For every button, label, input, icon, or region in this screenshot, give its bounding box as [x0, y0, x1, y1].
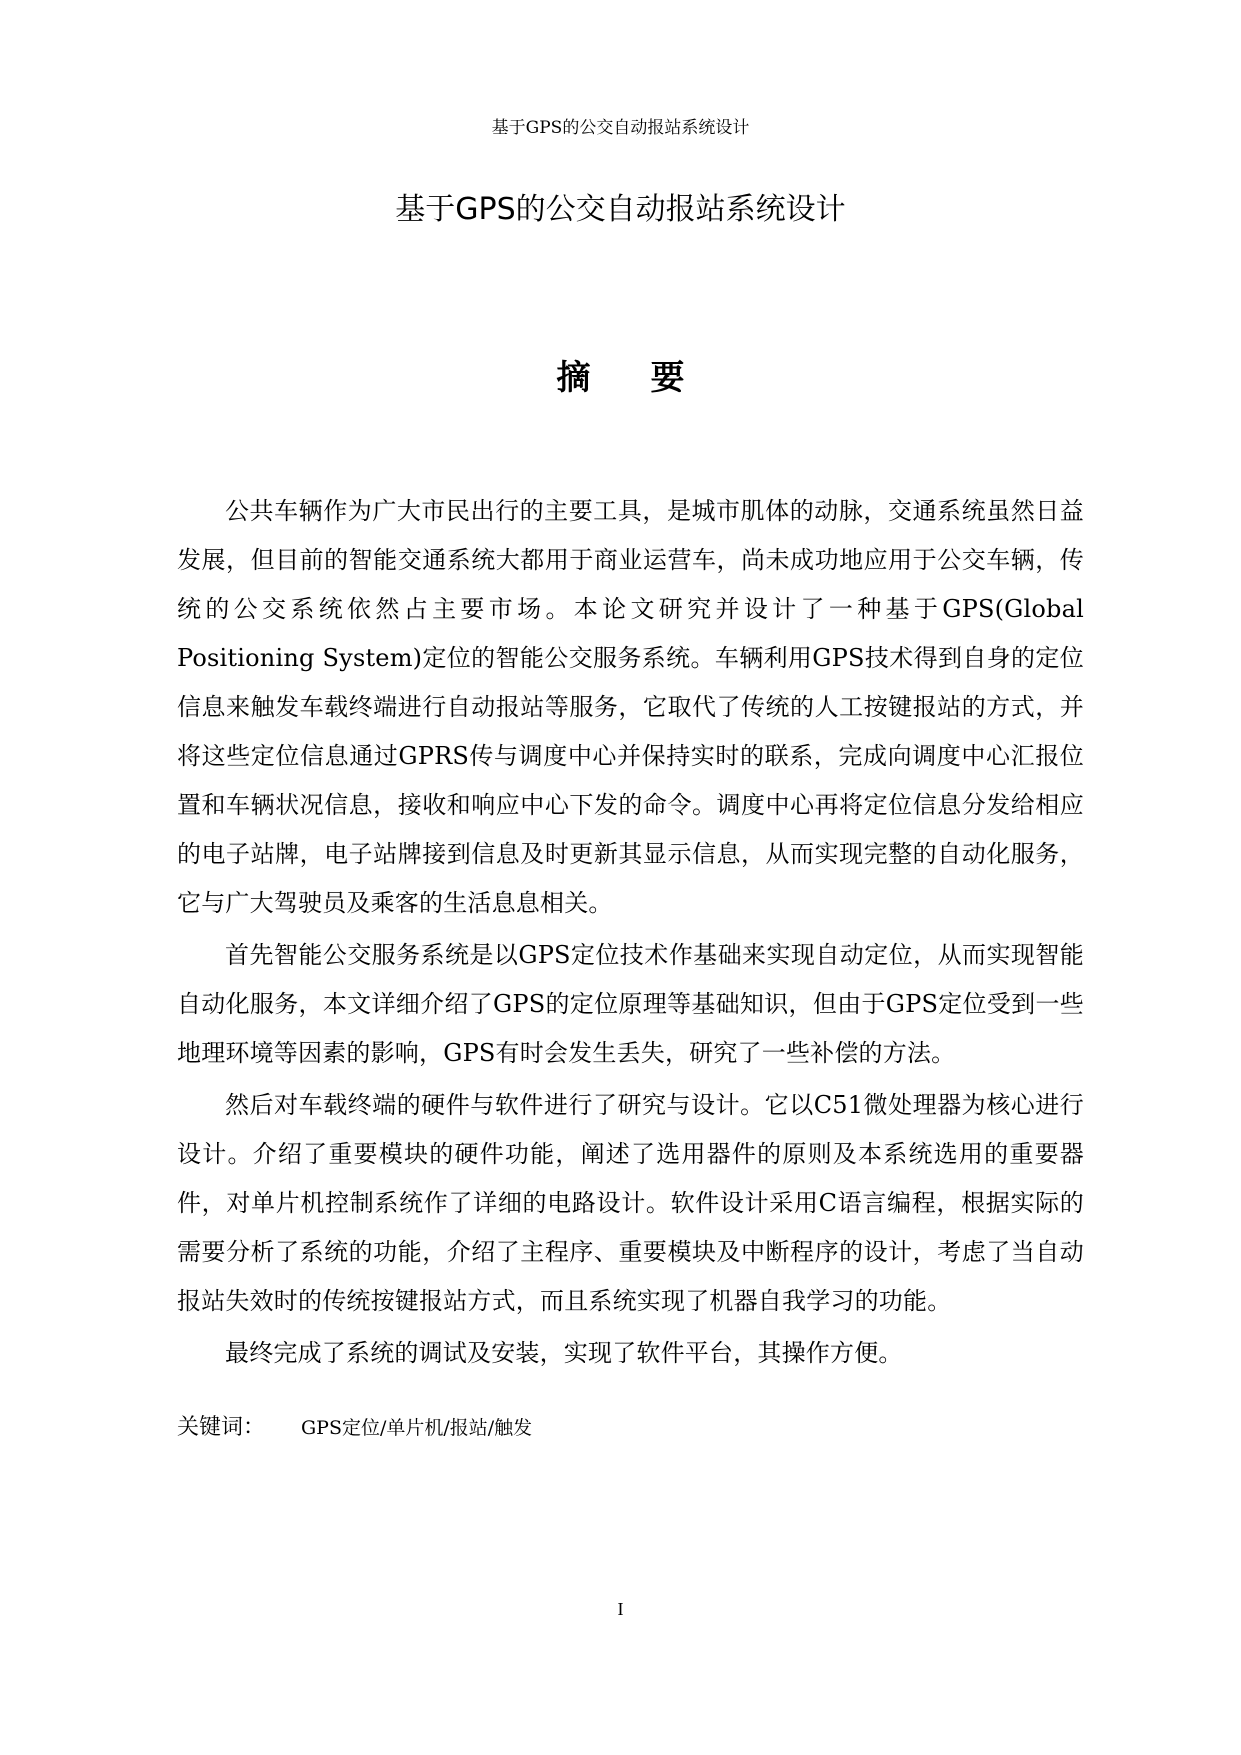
keywords-line — [177, 1408, 1084, 1448]
keywords-value: GPS定位/单片机/报站/触发 — [301, 1417, 533, 1439]
running-header: 基于GPS的公交自动报站系统设计 — [491, 118, 750, 138]
abstract-paragraph-1: 公共车辆作为广大市民出行的主要工具，是城市肌体的动脉，交通系统虽然日益发展，但目前的智能交通系统大都用于商业运营车，尚未成功地应用于公交车辆，传统的公交系统依然占主要市场。本论文研究并设计了一种基于GPS(Global Positioning System)定位的智能公交服务系统。车辆利用GPS技术得到自身的定位信息来触发车载终端进行自动报站等服务，它取代了传统的人工按键报站的方式，并将这些定位信息通过GPRS传与调度中心并保持实时的联系，完成向调度中心汇报位置和车辆状况信息，接收和响应中心下发的命令。调度中心再将定位信息分发给相应的电子站牌，电子站牌接到信息及时更新其显示信息，从而实现完整的自动化服务，它与广大驾驶员及乘客的生活息息相关。 — [177, 497, 1084, 917]
abstract-heading: 摘要 — [556, 358, 745, 398]
page-number: I — [617, 1599, 624, 1619]
abstract-paragraph-3: 然后对车载终端的硬件与软件进行了研究与设计。它以C51微处理器为核心进行设计。介绍了重要模块的硬件功能，阐述了选用器件的原则及本系统选用的重要器件，对单片机控制系统作了详细的电路设计。软件设计采用C语言编程，根据实际的需要分析了系统的功能，介绍了主程序、重要模块及中断程序的设计，考虑了当自动报站失效时的传统按键报站方式，而且系统实现了机器自我学习的功能。 — [177, 1091, 1084, 1315]
abstract-paragraph-2: 首先智能公交服务系统是以GPS定位技术作基础来实现自动定位，从而实现智能自动化服务，本文详细介绍了GPS的定位原理等基础知识，但由于GPS定位受到一些地理环境等因素的影响，GPS有时会发生丢失，研究了一些补偿的方法。 — [177, 941, 1084, 1067]
abstract-body — [177, 487, 1084, 1381]
thesis-title: 基于GPS的公交自动报站系统设计 — [395, 192, 846, 227]
keywords-label: 关键词： — [177, 1415, 266, 1440]
abstract-paragraph-4: 最终完成了系统的调试及安装，实现了软件平台，其操作方便。 — [225, 1339, 903, 1367]
